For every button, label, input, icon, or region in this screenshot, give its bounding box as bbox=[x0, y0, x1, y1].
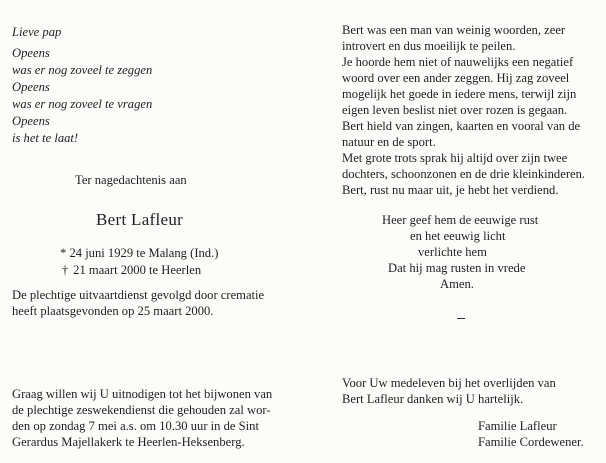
bio-line: introvert en dus moeilijk te peilen. bbox=[342, 39, 516, 53]
death-line bbox=[60, 262, 201, 278]
prayer-line: Dat hij mag rusten in vrede bbox=[388, 261, 526, 275]
bio-line: Bert hield van zingen, kaarten en vooral van de bbox=[342, 119, 581, 133]
poem-line: is het te laat! bbox=[12, 131, 79, 145]
bio-line: natuur en de sport. bbox=[342, 135, 436, 149]
poem-line: Opeens bbox=[12, 114, 50, 128]
memorial-heading: Ter nagedachtenis aan bbox=[75, 173, 187, 187]
invitation-line: Gerardus Majellakerk te Heerlen-Heksenberg. bbox=[12, 435, 245, 449]
prayer-line: Amen. bbox=[440, 277, 474, 291]
thanks-line: Bert Lafleur danken wij U hartelijk. bbox=[342, 392, 524, 406]
separator-dash bbox=[457, 318, 465, 319]
signature-line: Familie Cordewener. bbox=[478, 435, 584, 449]
bio-line: mogelijk het goede in iedere mens, terwijl zijn bbox=[342, 87, 577, 101]
bio-line: dochters, schoonzonen en de drie kleinkinderen. bbox=[342, 167, 586, 181]
thanks-line: Voor Uw medeleven bij het overlijden van bbox=[342, 376, 556, 390]
cremation-line: heeft plaatsgevonden op 25 maart 2000. bbox=[12, 304, 214, 318]
cremation-line: De plechtige uitvaartdienst gevolgd door crematie bbox=[12, 288, 265, 302]
deceased-name: Bert Lafleur bbox=[96, 210, 184, 229]
prayer-line: verlichte hem bbox=[418, 245, 487, 259]
bio-line: woord over een ander zeggen. Hij zag zoveel bbox=[342, 71, 570, 85]
poem-line: was er nog zoveel te zeggen bbox=[12, 63, 153, 77]
cross-icon: † bbox=[61, 263, 69, 277]
bio-line: Bert was een man van weinig woorden, zeer bbox=[342, 23, 566, 37]
bio-line: Je hoorde hem niet of nauwelijks een negatief bbox=[342, 55, 574, 69]
invitation-line: Graag willen wij U uitnodigen tot het bijwonen van bbox=[12, 387, 273, 401]
prayer-line: Heer geef hem de eeuwige rust bbox=[382, 213, 539, 227]
poem-line: Lieve pap bbox=[12, 25, 62, 39]
bio-line: Bert, rust nu maar uit, je hebt het verdiend. bbox=[342, 183, 559, 197]
birth-line: * 24 juni 1929 te Malang (Ind.) bbox=[60, 246, 219, 260]
poem-line: Opeens bbox=[12, 46, 50, 60]
prayer-line: en het eeuwig licht bbox=[410, 229, 506, 243]
bio-line: Met grote trots sprak hij altijd over zijn twee bbox=[342, 151, 568, 165]
death-text: 21 maart 2000 te Heerlen bbox=[73, 263, 202, 277]
signature-line: Familie Lafleur bbox=[478, 419, 557, 433]
poem-line: Opeens bbox=[12, 80, 50, 94]
poem-line: was er nog zoveel te vragen bbox=[12, 97, 153, 111]
bio-line: eigen leven beslist niet over rozen is gegaan. bbox=[342, 103, 568, 117]
invitation-line: de plechtige zeswekendienst die gehouden zal wor- bbox=[12, 403, 271, 417]
invitation-line: den op zondag 7 mei a.s. om 10.30 uur in de Sint bbox=[12, 419, 259, 433]
